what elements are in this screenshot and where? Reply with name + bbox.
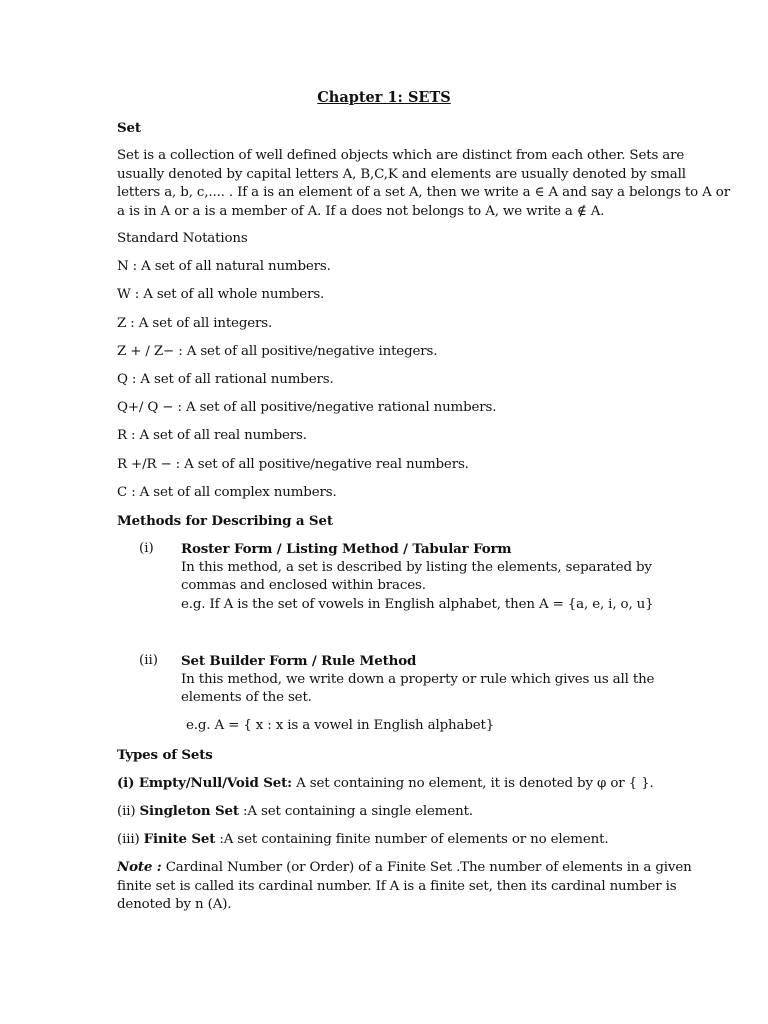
note-label: Note : (117, 859, 162, 875)
method-example: e.g. A = { x : x is a vowel in English alphabet} (186, 718, 495, 733)
methods-heading: Methods for Describing a Set (117, 513, 333, 529)
type-singleton-set (117, 802, 473, 822)
type-prefix: (ii) (117, 804, 140, 819)
standard-notations-label: Standard Notations (117, 231, 248, 246)
paragraph-line: letters a, b, c,.... . If a is an element of a set A, then we write a ∈ A and say a belongs to A or (117, 185, 730, 201)
type-text: A set containing no element, it is denoted by φ or { }. (291, 776, 654, 791)
notation-item: Z + / Z− : A set of all positive/negative integers. (117, 344, 438, 359)
type-text: :A set containing finite number of elements or no element. (215, 832, 609, 847)
notation-item: Q : A set of all rational numbers. (117, 372, 334, 387)
method-title: Roster Form / Listing Method / Tabular Form (181, 541, 512, 557)
notation-item: C : A set of all complex numbers. (117, 485, 337, 500)
method-line: elements of the set. (181, 690, 312, 706)
notation-item: Q+/ Q − : A set of all positive/negative rational numbers. (117, 400, 497, 415)
types-heading: Types of Sets (117, 747, 213, 763)
note-line: denoted by n (A). (117, 897, 232, 913)
note-line: finite set is called its cardinal number. If A is a finite set, then its cardinal number is (117, 878, 677, 894)
method-line: In this method, a set is described by listing the elements, separated by (181, 559, 652, 575)
set-builder-method-block (181, 652, 655, 708)
method-number: (i) (139, 541, 154, 556)
type-empty-set (117, 774, 654, 794)
notation-item: W : A set of all whole numbers. (117, 287, 325, 302)
method-number: (ii) (139, 653, 159, 668)
type-finite-set (117, 830, 608, 850)
type-prefix: (iii) (117, 832, 144, 847)
notation-item: N : A set of all natural numbers. (117, 259, 331, 274)
method-line: In this method, we write down a property or rule which gives us all the (181, 671, 655, 687)
type-label: (i) Empty/Null/Void Set: (117, 775, 292, 791)
method-example: e.g. If A is the set of vowels in English alphabet, then A = {a, e, i, o, u} (181, 596, 654, 612)
set-heading: Set (117, 120, 141, 136)
paragraph-line: a is in A or a is a member of A. If a does not belongs to A, we write a ∉ A. (117, 203, 605, 219)
set-definition-paragraph (117, 147, 730, 221)
paragraph-line: Set is a collection of well defined objects which are distinct from each other. Sets are (117, 148, 685, 163)
method-title: Set Builder Form / Rule Method (181, 653, 417, 669)
notation-item: Z : A set of all integers. (117, 316, 273, 331)
note-paragraph (117, 858, 692, 915)
type-text: :A set containing a single element. (238, 804, 473, 819)
type-label: Singleton Set (139, 803, 239, 819)
method-line: commas and enclosed within braces. (181, 578, 426, 594)
note-line: Cardinal Number (or Order) of a Finite Set .The number of elements in a given (161, 860, 692, 875)
roster-method-block (181, 540, 654, 614)
notation-item: R : A set of all real numbers. (117, 428, 307, 443)
chapter-title: Chapter 1: SETS (317, 89, 451, 106)
notation-item: R +/R − : A set of all positive/negative real numbers. (117, 457, 469, 472)
type-label: Finite Set (143, 831, 216, 847)
paragraph-line: usually denoted by capital letters A, B,C,K and elements are usually denoted by small (117, 166, 686, 182)
